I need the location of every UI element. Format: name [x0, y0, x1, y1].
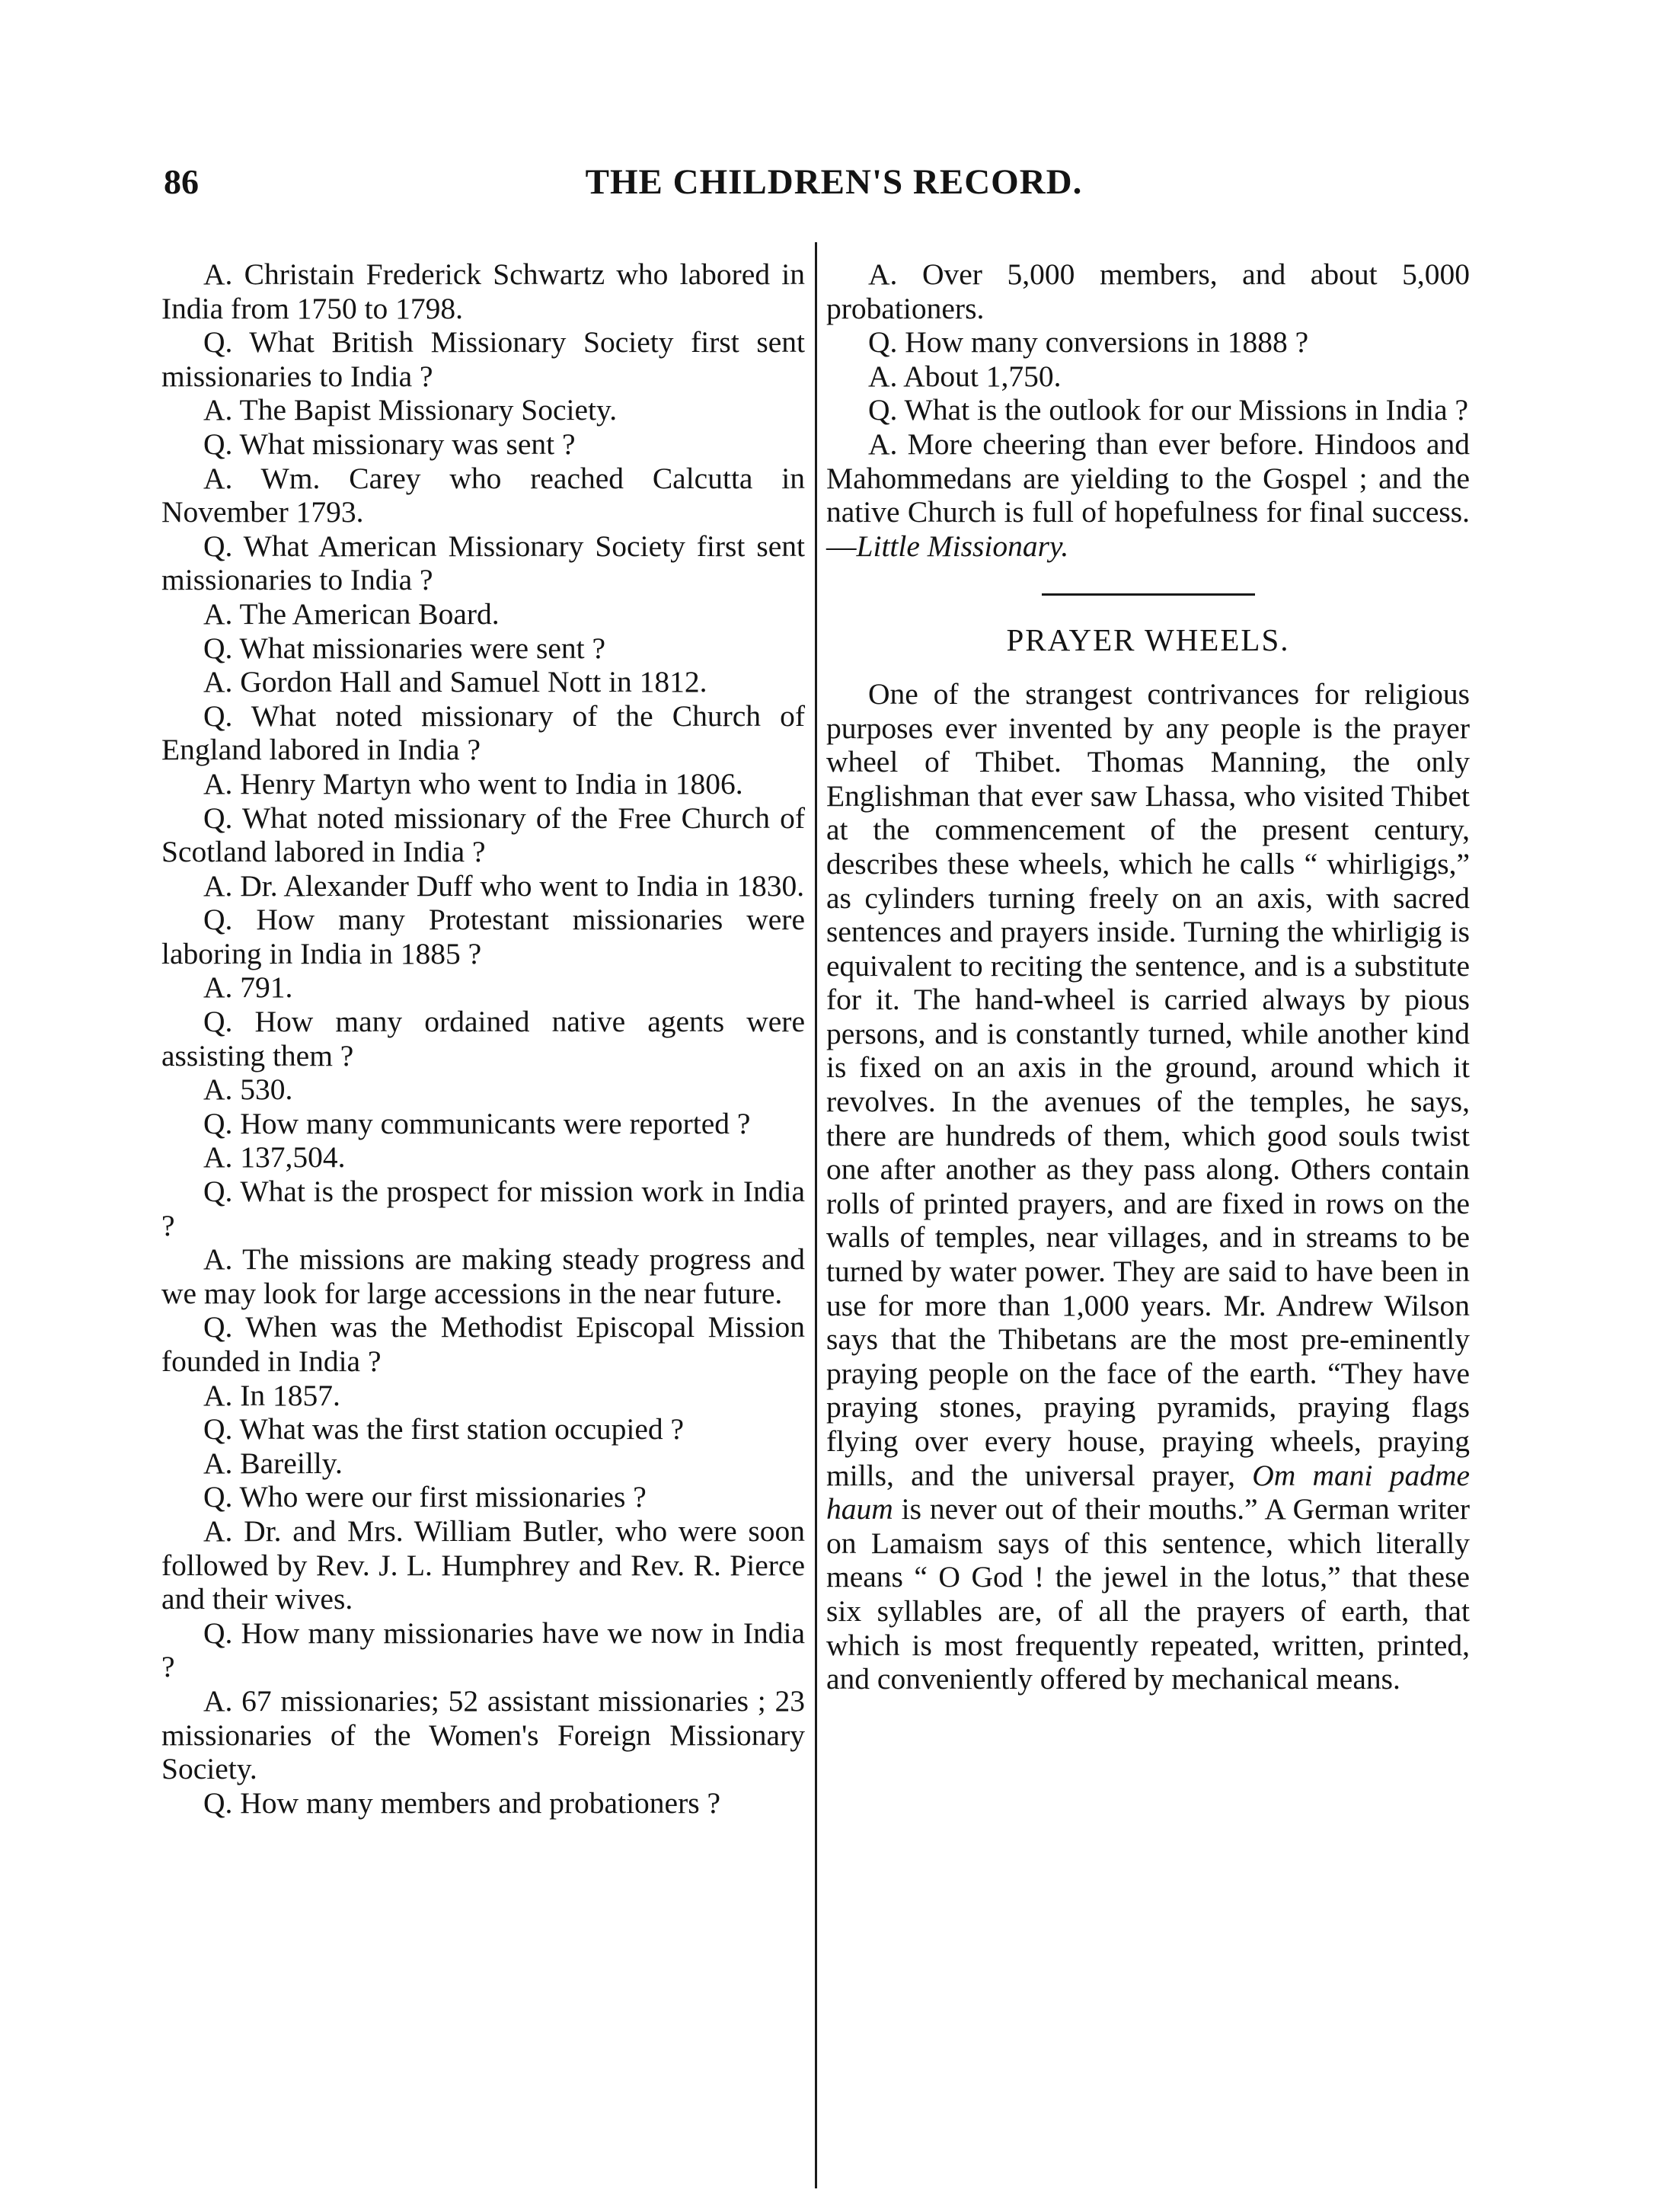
closing-answer: [826, 427, 1470, 563]
qa-entry: A. The American Board.: [203, 596, 500, 631]
qa-entry: A. Dr. Alexander Duff who went to India in 1830.: [203, 868, 805, 903]
qa-list-continued: [826, 257, 1470, 427]
qa-entry: A. Over 5,000 members, and about 5,000 probationers.: [826, 257, 1470, 325]
closing-answer-text: A. More cheering than ever before. Hindoos and Mahommedans are yielding to the Gospel ; and the native Church is full of hopefulness for final success.—: [826, 427, 1470, 563]
qa-entry: A. Dr. and Mrs. William Butler, who were soon followed by Rev. J. L. Humphrey and Rev. R. Pierce and their wives.: [161, 1514, 805, 1616]
qa-entry: A. About 1,750.: [868, 359, 1062, 393]
qa-entry: A. The missions are making steady progress and we may look for large accessions in the near future.: [161, 1242, 805, 1310]
right-column: [826, 257, 1470, 1696]
page-header: [164, 161, 1504, 207]
qa-entry: A. Bareilly.: [203, 1446, 343, 1480]
qa-entry: Q. What noted missionary of the Free Church of Scotland labored in India ?: [161, 801, 805, 869]
qa-entry: Q. How many conversions in 1888 ?: [868, 325, 1309, 360]
qa-entry: A. Wm. Carey who reached Calcutta in November 1793.: [161, 461, 805, 529]
qa-entry: Q. Who were our first missionaries ?: [203, 1480, 647, 1514]
qa-entry: Q. What is the outlook for our Missions in India ?: [868, 393, 1469, 427]
qa-entry: A. Henry Martyn who went to India in 1806.: [203, 766, 743, 801]
qa-entry: Q. When was the Methodist Episcopal Mission founded in India ?: [161, 1310, 805, 1378]
qa-entry: A. Gordon Hall and Samuel Nott in 1812.: [203, 665, 707, 699]
qa-entry: Q. How many members and probationers ?: [203, 1785, 721, 1820]
qa-entry: A. In 1857.: [203, 1378, 340, 1412]
left-column: [161, 257, 805, 1820]
qa-list: [161, 257, 805, 1820]
article-text-part2: is never out of their mouths.” A German writer on Lamaism says of this sentence, which literally means “ O God ! the jewel in the lotus,” that these six syllables are, of all the prayers of earth, that which is most frequently repeated, written, printed, and conveniently offered by mechanical means.: [826, 1492, 1470, 1696]
article-paragraph: [826, 677, 1470, 1696]
qa-entry: Q. What American Missionary Society first sent missionaries to India ?: [161, 529, 805, 597]
qa-entry: Q. What is the prospect for mission work in India ?: [161, 1175, 805, 1242]
qa-entry: Q. What missionaries were sent ?: [203, 631, 605, 665]
qa-entry: Q. How many missionaries have we now in India ?: [161, 1616, 805, 1684]
qa-entry: Q. What British Missionary Society first sent missionaries to India ?: [161, 325, 805, 393]
qa-entry: Q. How many ordained native agents were assisting them ?: [161, 1005, 805, 1072]
qa-entry: Q. What noted missionary of the Church of England labored in India ?: [161, 698, 805, 767]
prayer-phrase: Om mani padme haum: [826, 1458, 1471, 1526]
qa-entry: A. 137,504.: [203, 1140, 346, 1175]
section-divider: [1042, 593, 1255, 596]
qa-entry: Q. What was the first station occupied ?: [203, 1412, 685, 1446]
qa-entry: Q. How many communicants were reported ?: [203, 1106, 751, 1140]
qa-entry: A. 530.: [203, 1072, 293, 1107]
qa-entry: A. Christain Frederick Schwartz who labored in India from 1750 to 1798.: [161, 257, 805, 325]
qa-entry: Q. What missionary was sent ?: [203, 427, 576, 461]
column-divider: [815, 242, 817, 2188]
article-text-part1: One of the strangest contrivances for religious purposes ever invented by any people is the prayer wheel of Thibet. Thomas Manning, the only Englishman that ever saw Lhassa, who visited Thibet at the commencement of the present century, describes these wheels, which he calls “ whirligigs,” as cylinders turning freely on an axis, with sacred sentences and prayers inside. Turning the whirligig is equivalent to reciting the sentence, and is a substitute for it. The hand-wheel is carried always by pious persons, and is constantly turned, while another kind is fixed on an axis in the ground, around which it revolves. In the avenues of the temples, he says, there are hundreds of them, which good souls twist one after another as they pass along. Others contain rolls of printed prayers, and are fixed in rows on the walls of temples, near villages, and in streams to be turned by water power. They are said to have been in use for more than 1,000 years. Mr. Andrew Wilson says that the Thibetans are the most pre-eminently praying people on the face of the earth. “They have praying stones, praying pyramids, praying flags flying over every house, praying wheels, praying mills, and the universal prayer,: [826, 676, 1470, 1492]
qa-entry: A. 67 missionaries; 52 assistant missionaries ; 23 missionaries of the Women's Foreign Missionary Society.: [161, 1683, 805, 1786]
source-credit: Little Missionary.: [856, 529, 1069, 563]
qa-entry: A. 791.: [203, 970, 293, 1005]
running-title: THE CHILDREN'S RECORD.: [585, 162, 1083, 202]
qa-entry: Q. How many Protestant missionaries were laboring in India in 1885 ?: [161, 903, 805, 970]
page-number: 86: [164, 162, 199, 201]
qa-entry: A. The Bapist Missionary Society.: [203, 393, 618, 427]
article-title: PRAYER WHEELS.: [1006, 622, 1290, 658]
